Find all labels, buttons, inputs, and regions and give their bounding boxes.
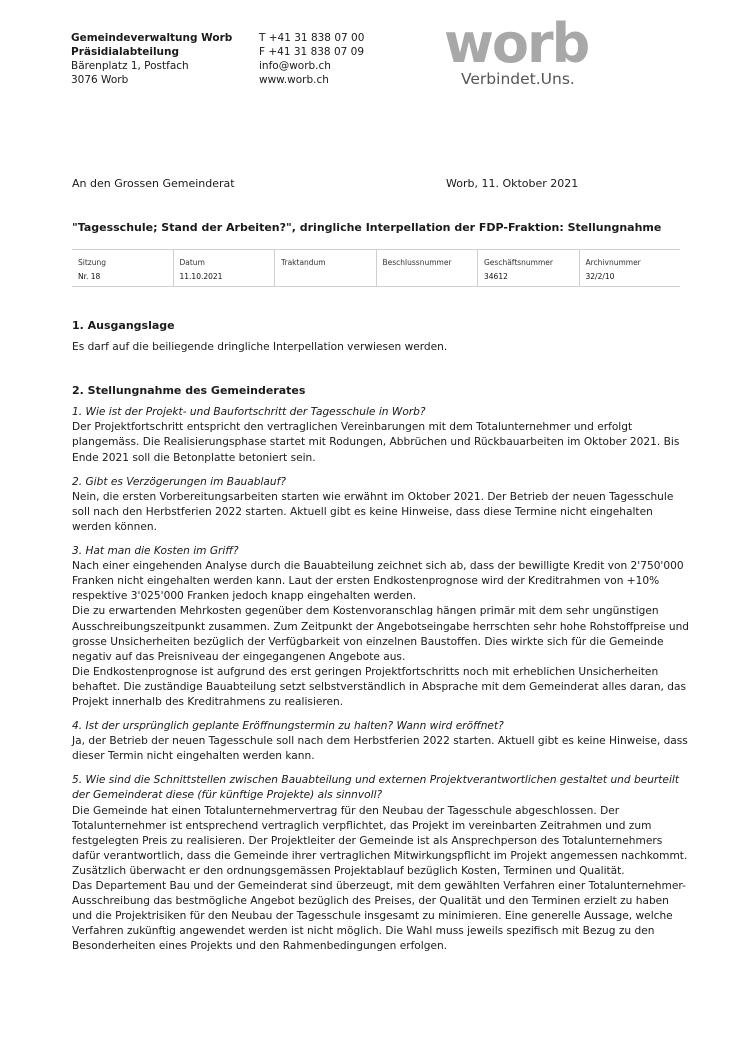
answer-3-paragraph: Die Endkostenprognose ist aufgrund des erst geringen Projektfortschritts noch mit erheblichen Unsicherheiten behaftet. Die zuständige Bauabteilung setzt selbstverständlich in Absprache mit dem Gemeinderat alles daran, das Projekt innerhalb des Kreditrahmens zu realisieren.	[72, 665, 687, 708]
answer-4: Ja, der Betrieb der neuen Tagesschule soll nach dem Herbstferien 2022 starten. Aktuell gibt es keine Hinweise, dass dieser Termin nicht eingehalten werden kann.	[72, 735, 688, 763]
meta-label: Geschäftsnummer	[484, 258, 553, 267]
meta-label: Traktandum	[281, 258, 326, 267]
meta-cell-archivnummer	[580, 250, 681, 286]
answer-3-paragraph: Die zu erwartenden Mehrkosten gegenüber dem Kostenvoranschlag hängen primär mit dem sehr ungünstigen Ausschreibungszeitpunkt zusammen. Zum Zeitpunkt der Angebotseingabe herrschten sehr hohe Rohstoffpreise und grosse Unsicherheiten bezüglich der Verfügbarkeit von einzelnen Baustoffen. Dies wirkte sich für die Gemeinde negativ auf das Preisniveau der eingegangenen Angebote aus.	[72, 605, 690, 663]
street-address: Bärenplatz 1, Postfach	[71, 60, 189, 72]
letterhead-contact	[259, 31, 364, 87]
org-name: Gemeindeverwaltung Worb	[71, 32, 233, 44]
answer-1: Der Projektfortschritt entspricht den vertraglichen Vereinbarungen mit dem Totalunternehmer und erfolgt plangemäss. Die Realisierungsphase startet mit Rodungen, Abbrüchen und Rückbauarbeiten im Oktober 2021. Bis Ende 2021 soll die Betonplatte betoniert sein.	[72, 421, 680, 464]
answer-5-paragraph: Das Departement Bau und der Gemeinderat sind überzeugt, mit dem gewählten Verfahren einer Totalunternehmer-Ausschreibung das bestmögliche Angebot bezüglich des Preises, der Qualität und den Terminen erzielt zu haben und die Projektrisiken für den Neubau der Tagesschule insgesamt zu minimieren. Eine generelle Aussage, welche Verfahren zukünftig angewendet werden ist nicht möglich. Die Wahl muss jeweils spezifisch mit Bezug zu den Besonderheiten eines Projekts und den Rahmenbedingungen erfolgen.	[72, 880, 686, 953]
worb-logo	[444, 12, 614, 92]
question-1: 1. Wie ist der Projekt- und Baufortschritt der Tagesschule in Worb?	[72, 406, 426, 419]
department-name: Präsidialabteilung	[71, 46, 180, 58]
meta-cell-datum	[174, 250, 276, 286]
website-address: www.worb.ch	[259, 74, 329, 86]
meta-value: Nr. 18	[78, 272, 101, 281]
question-3: 3. Hat man die Kosten im Griff?	[72, 545, 239, 558]
section-heading-stellungnahme: 2. Stellungnahme des Gemeinderates	[72, 384, 306, 398]
section-heading-ausgangslage: 1. Ausgangslage	[72, 319, 175, 332]
meta-value: 34612	[484, 272, 508, 281]
answer-2: Nein, die ersten Vorbereitungsarbeiten starten wie erwähnt im Oktober 2021. Der Betrieb der neuen Tagesschule soll nach den Herbstferien 2022 starten. Aktuell gibt es keine Hinweise, dass diese Termine nicht eingehalten werden können.	[72, 490, 674, 533]
question-2: 2. Gibt es Verzögerungen im Bauablauf?	[72, 475, 286, 488]
logo-tagline: Verbindet.Uns.	[461, 70, 575, 88]
meta-label: Beschlussnummer	[382, 258, 452, 267]
answer-3-paragraph: Nach einer eingehenden Analyse durch die Bauabteilung zeichnet sich ab, dass der bewilligte Kredit von 2'750'000 Franken nicht eingehalten werden kann. Laut der ersten Endkostenprognose wird der Kreditrahmen von +10% respektive 3'025'000 Franken jedoch knapp eingehalten werden.	[72, 560, 684, 603]
logo-wordmark: worb	[444, 12, 589, 75]
meta-label: Datum	[179, 258, 205, 267]
meta-value: 32/2/10	[585, 272, 615, 281]
document-title: "Tagesschule; Stand der Arbeiten?", dringliche Interpellation der FDP-Fraktion: Stellungnahme	[72, 221, 662, 234]
email-address: info@worb.ch	[259, 60, 331, 72]
meta-label: Archivnummer	[585, 258, 641, 267]
meta-label: Sitzung	[78, 258, 106, 267]
question-5: 5. Wie sind die Schnittstellen zwischen Bauabteilung und externen Projektverantwortlichen gestaltet und beurteilt der Gemeinderat diese (für künftige Projekte) als sinnvoll?	[72, 774, 679, 802]
recipient: An den Grossen Gemeinderat	[72, 177, 235, 190]
meta-cell-geschaeftsnummer	[478, 250, 580, 286]
meta-cell-traktandum	[275, 250, 377, 286]
meta-value: 11.10.2021	[179, 272, 223, 281]
answer-5-paragraph: Die Gemeinde hat einen Totalunternehmervertrag für den Neubau der Tagesschule abgeschlossen. Der Totalunternehmer ist entsprechend vertraglich verpflichtet, das Projekt im vereinbarten Zeitrahmen und zum festgelegten Preis zu realisieren. Der Projektleiter der Gemeinde ist als Ansprechperson des Totalunternehmers dafür verantwortlich, dass die Gemeinde ihrer vertraglichen Mitwirkungspflicht im Projekt angemessen nachkommt. Zusätzlich überwacht er den ordnungsgemässen Projektablauf bezüglich Kosten, Terminen und Qualität.	[72, 804, 688, 877]
meta-cell-sitzung	[72, 250, 174, 286]
letterhead-address	[71, 31, 232, 87]
question-4: 4. Ist der ursprünglich geplante Eröffnungstermin zu halten? Wann wird eröffnet?	[72, 720, 504, 733]
city-address: 3076 Worb	[71, 74, 129, 86]
meta-table	[72, 249, 680, 287]
meta-cell-beschlussnummer	[377, 250, 479, 286]
fax-number: F +41 31 838 07 09	[259, 46, 365, 58]
section-text-ausgangslage: Es darf auf die beiliegende dringliche Interpellation verwiesen werden.	[72, 341, 448, 354]
document-body	[72, 318, 692, 954]
place-date: Worb, 11. Oktober 2021	[446, 177, 579, 190]
phone-number: T +41 31 838 07 00	[259, 32, 365, 44]
